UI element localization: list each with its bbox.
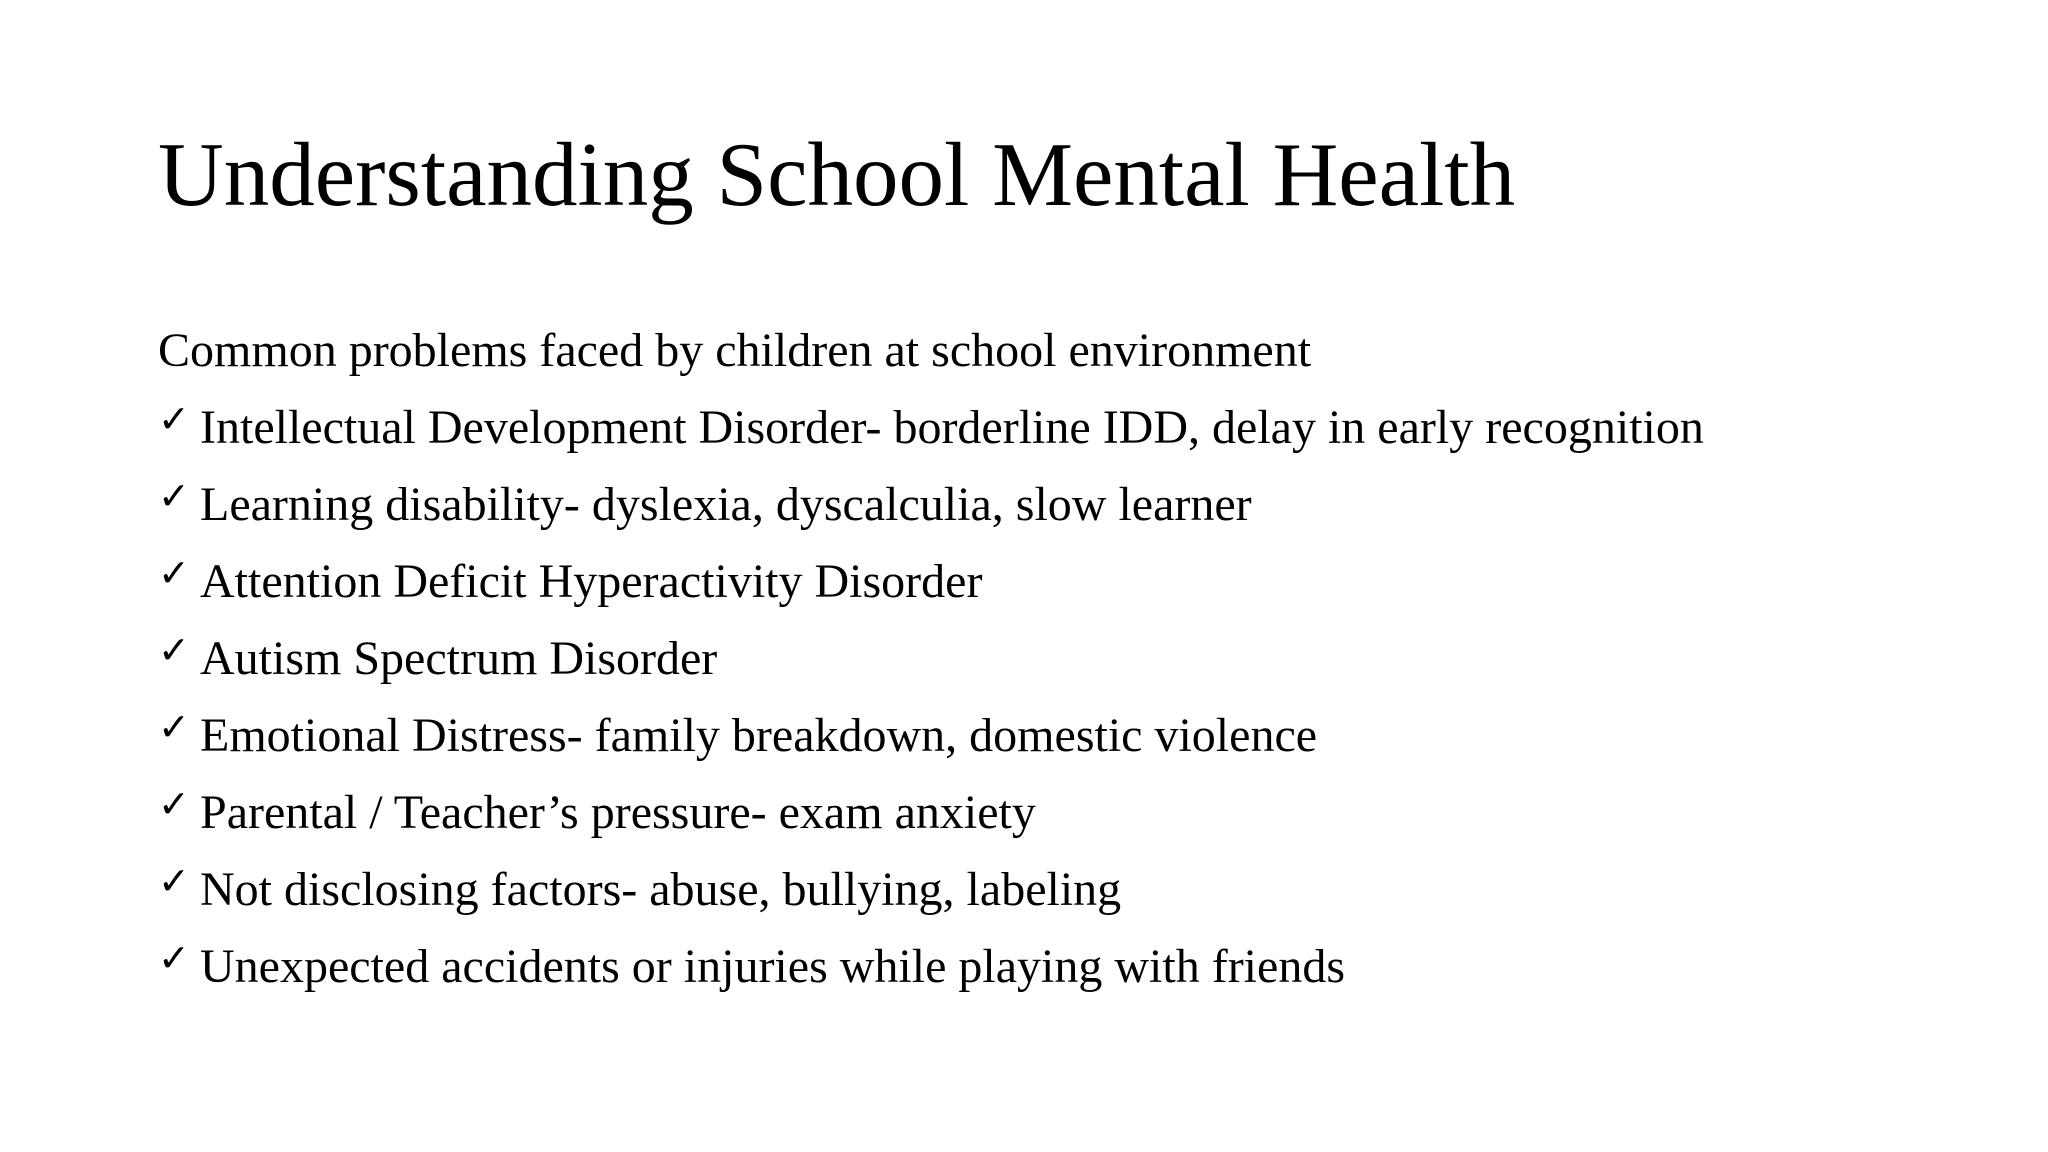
list-item [158,697,2018,774]
intro-text: Common problems faced by children at school environment [158,324,1312,377]
list-item-text: Learning disability- dyslexia, dyscalculia, slow learner [200,478,1252,531]
list-item-text: Intellectual Development Disorder- borderline IDD, delay in early recognition [200,401,1704,454]
slide-body [158,312,2018,1005]
list-item [158,774,2018,851]
checklist [158,389,2018,1005]
list-item [158,543,2018,620]
list-item [158,389,2018,466]
checkmark-icon: ✓ [158,551,190,595]
list-item [158,851,2018,928]
list-item-text: Attention Deficit Hyperactivity Disorder [200,555,983,608]
list-item-text: Not disclosing factors- abuse, bullying, labeling [200,863,1122,916]
list-item-text: Autism Spectrum Disorder [200,632,718,685]
checkmark-icon: ✓ [158,859,190,903]
slide-title: Understanding School Mental Health [158,124,1516,225]
checkmark-icon: ✓ [158,782,190,826]
list-item [158,466,2018,543]
list-item [158,928,2018,1005]
checkmark-icon: ✓ [158,705,190,749]
list-item [158,620,2018,697]
checkmark-icon: ✓ [158,628,190,672]
checkmark-icon: ✓ [158,936,190,980]
checkmark-icon: ✓ [158,397,190,441]
list-item-text: Emotional Distress- family breakdown, domestic violence [200,709,1318,762]
checkmark-icon: ✓ [158,474,190,518]
list-item-text: Unexpected accidents or injuries while playing with friends [200,940,1345,993]
list-item-text: Parental / Teacher’s pressure- exam anxiety [200,786,1036,839]
